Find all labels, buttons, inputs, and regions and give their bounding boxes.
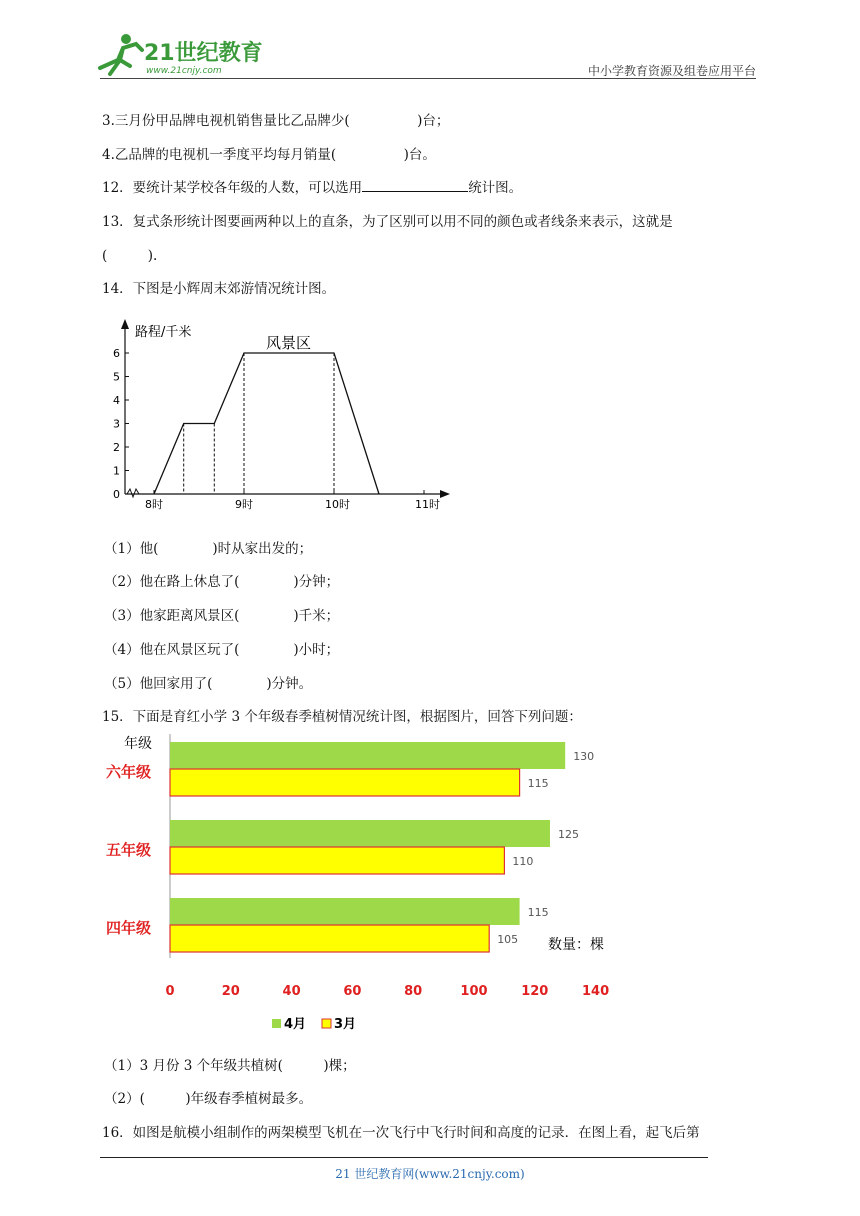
x-tick-label: 0 xyxy=(165,984,175,999)
bar-march xyxy=(170,847,504,874)
x-tick-label: 20 xyxy=(221,984,240,999)
q13-line-1: 13．复式条形统计图要画两种以上的直条，为了区别可以用不同的颜色或者线条来表示，这就是 xyxy=(102,214,673,230)
y-tick-label: 2 xyxy=(113,441,120,454)
x-tick-label: 120 xyxy=(521,984,549,999)
annotation-scenic-area: 风景区 xyxy=(266,334,312,352)
q14-sub-2: （2）他在路上休息了( )分钟； xyxy=(104,574,340,590)
q12-text: 12．要统计某学校各年级的人数，可以选用 xyxy=(102,180,363,196)
legend-label: 3月 xyxy=(334,1017,357,1032)
x-tick-label: 140 xyxy=(582,984,610,999)
runner-logo-icon xyxy=(100,34,142,74)
q15-title: 15．下面是育红小学 3 个年级春季植树情况统计图，根据图片，回答下列问题： xyxy=(102,709,582,725)
legend-swatch xyxy=(272,1019,281,1028)
legend-label: 4月 xyxy=(284,1017,307,1032)
y-tick-label: 3 xyxy=(113,417,120,431)
header-rule xyxy=(100,78,756,79)
logo-url: www.21cnjy.com xyxy=(146,66,222,76)
data-label: 105 xyxy=(497,933,519,946)
logo-title: 21世纪教育 xyxy=(144,41,262,66)
x-tick-label: 40 xyxy=(282,984,301,999)
x-axis-arrow xyxy=(440,490,450,498)
bar-march xyxy=(170,769,520,796)
q12 xyxy=(102,176,522,196)
x-tick-label: 11时 xyxy=(415,498,440,511)
bar-march xyxy=(170,925,489,952)
data-label: 125 xyxy=(558,828,579,841)
q14-title: 14．下图是小辉周末郊游情况统计图。 xyxy=(102,281,336,297)
category-label: 五年级 xyxy=(106,841,152,859)
q11-item-3: 3.三月份甲品牌电视机销售量比乙品牌少( )台； xyxy=(102,113,450,129)
x-tick-label: 9时 xyxy=(235,498,253,511)
site-logo xyxy=(92,30,262,80)
x-axis-label: 数量：棵 xyxy=(548,937,604,953)
q13-line-2: ( ). xyxy=(102,248,158,264)
y-tick-label: 5 xyxy=(113,370,120,384)
q12-text-end: 统计图。 xyxy=(468,180,523,196)
data-label: 115 xyxy=(527,906,549,919)
x-tick-label: 8时 xyxy=(145,498,163,511)
footer-text: 21 世纪教育网(www.21cnjy.com) xyxy=(335,1167,525,1181)
y-axis-label: 路程/千米 xyxy=(135,325,192,340)
q16-text: 16．如图是航模小组制作的两架模型飞机在一次飞行中飞行时间和高度的记录．在图上看，起飞后第 xyxy=(102,1125,700,1141)
x-tick-label: 10时 xyxy=(325,498,350,511)
trip-line xyxy=(154,353,379,494)
q14-sub-1: （1）他( )时从家出发的； xyxy=(104,541,313,557)
bar-april xyxy=(170,820,550,847)
y-tick-label: 1 xyxy=(113,464,120,478)
y-axis-arrow xyxy=(121,319,129,329)
footer-rule xyxy=(100,1157,708,1158)
q14-sub-3: （3）他家距离风景区( )千米； xyxy=(104,608,340,624)
platform-name: 中小学教育资源及组卷应用平台 xyxy=(587,64,756,78)
category-label: 四年级 xyxy=(106,919,152,937)
y-tick-label: 0 xyxy=(113,488,120,501)
x-tick-label: 100 xyxy=(460,984,488,999)
x-tick-label: 60 xyxy=(343,984,362,999)
data-label: 115 xyxy=(527,777,549,790)
legend-swatch xyxy=(322,1019,331,1028)
tree-planting-bar-chart xyxy=(96,728,636,1038)
trip-line-chart xyxy=(98,314,458,519)
q11-item-4: 4.乙品牌的电视机一季度平均每月销量( )台。 xyxy=(102,147,436,163)
bar-april xyxy=(170,898,520,925)
category-label: 六年级 xyxy=(106,763,152,781)
x-tick-label: 80 xyxy=(404,984,423,999)
bar-april xyxy=(170,742,565,769)
data-label: 130 xyxy=(573,750,595,763)
q14-sub-5: （5）他回家用了( )分钟。 xyxy=(104,676,313,692)
q15-sub-2: （2）( )年级春季植树最多。 xyxy=(104,1091,313,1107)
q15-sub-1: （1）3 月份 3 个年级共植树( )棵； xyxy=(104,1058,356,1074)
axis-break xyxy=(127,489,139,497)
q12-blank xyxy=(362,179,468,192)
y-tick-label: 4 xyxy=(113,394,120,407)
y-tick-label: 6 xyxy=(113,347,120,360)
q14-sub-4: （4）他在风景区玩了( )小时； xyxy=(104,642,340,658)
data-label: 110 xyxy=(512,855,534,868)
y-axis-label: 年级 xyxy=(124,736,152,752)
